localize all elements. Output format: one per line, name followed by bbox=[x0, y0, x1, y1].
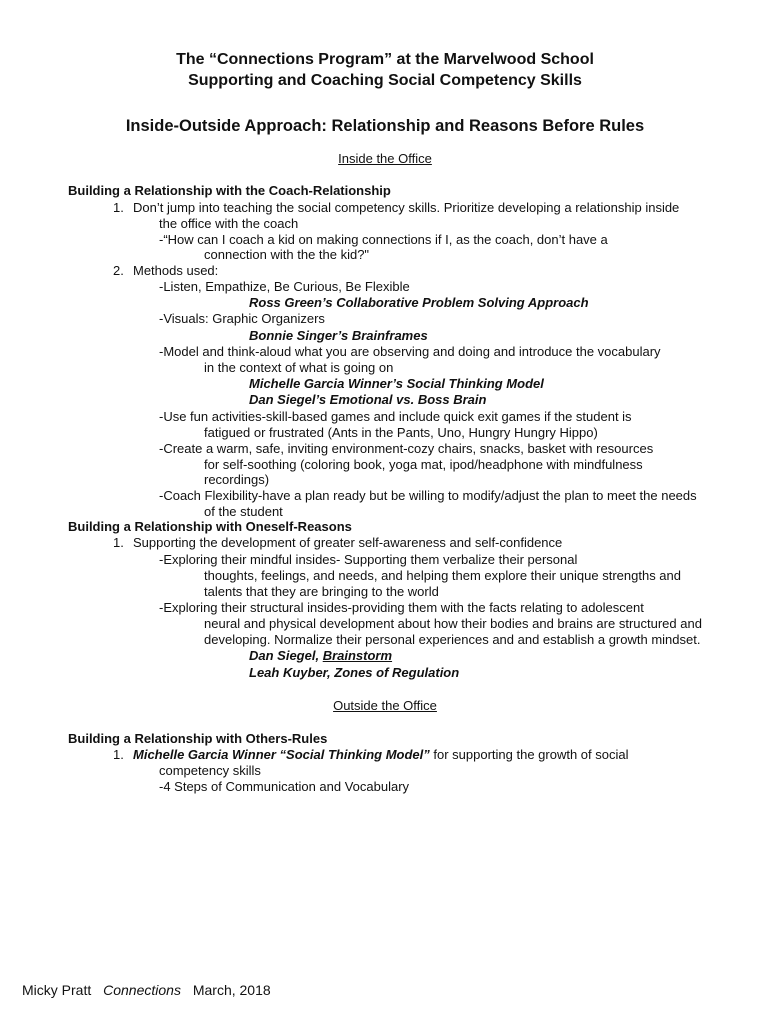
reference-line: Michelle Garcia Winner’s Social Thinking Model bbox=[249, 376, 544, 391]
method-line: -Model and think-aloud what you are observing and doing and introduce the vocabulary bbox=[159, 344, 661, 359]
approach-heading: Inside-Outside Approach: Relationship and Reasons Before Rules bbox=[125, 117, 645, 135]
method-line-continuation: in the context of what is going on bbox=[204, 360, 394, 375]
footer-program: Connections bbox=[103, 982, 181, 998]
quote-line: connection with the the kid?" bbox=[204, 247, 370, 262]
list-item-text: Methods used: bbox=[133, 263, 219, 278]
explore-line-continuation: neural and physical development about how their bodies and brains are structured and bbox=[204, 616, 702, 631]
footer-date: March, 2018 bbox=[192, 982, 271, 998]
list-item bbox=[113, 263, 218, 279]
list-item-continuation: competency skills bbox=[159, 763, 261, 778]
explore-line-continuation: talents that they are bringing to the world bbox=[204, 584, 439, 599]
list-number: 1. bbox=[113, 747, 124, 762]
method-line-continuation: recordings) bbox=[204, 472, 270, 487]
method-line-continuation: fatigued or frustrated (Ants in the Pants, Uno, Hungry Hungry Hippo) bbox=[204, 425, 598, 440]
oneself-reasons-heading: Building a Relationship with Oneself-Reasons bbox=[68, 519, 352, 534]
reference-line: Ross Green’s Collaborative Problem Solving Approach bbox=[249, 295, 589, 310]
list-item-text: for supporting the growth of social bbox=[429, 747, 629, 762]
explore-line: -Exploring their mindful insides- Supporting them verbalize their personal bbox=[159, 552, 578, 567]
sub-item-line: -4 Steps of Communication and Vocabulary bbox=[159, 779, 410, 794]
document-title-line-1: The “Connections Program” at the Marvelwood School bbox=[176, 51, 594, 68]
method-line: -Create a warm, safe, inviting environment-cozy chairs, snacks, basket with resources bbox=[159, 441, 654, 456]
list-item-text: Don’t jump into teaching the social competency skills. Prioritize developing a relationship inside bbox=[133, 200, 680, 215]
list-item-continuation: the office with the coach bbox=[159, 216, 299, 231]
method-line: -Visuals: Graphic Organizers bbox=[159, 311, 325, 326]
reference-inline: Michelle Garcia Winner “Social Thinking Model” bbox=[133, 747, 430, 762]
page-footer bbox=[22, 981, 279, 999]
footer-author: Micky Pratt bbox=[22, 982, 92, 998]
inside-office-heading: Inside the Office bbox=[338, 151, 432, 166]
list-item bbox=[113, 200, 679, 216]
quote-line: -“How can I coach a kid on making connections if I, as the coach, don’t have a bbox=[159, 232, 608, 247]
reference-line bbox=[249, 648, 392, 664]
document-title-line-2: Supporting and Coaching Social Competency Skills bbox=[188, 72, 582, 89]
reference-author: Dan Siegel, bbox=[249, 648, 323, 663]
list-item-text: Supporting the development of greater self-awareness and self-confidence bbox=[133, 535, 563, 550]
outside-office-heading: Outside the Office bbox=[333, 698, 437, 713]
reference-line: Dan Siegel’s Emotional vs. Boss Brain bbox=[249, 392, 487, 407]
explore-line-continuation: developing. Normalize their personal experiences and and establish a growth mindset. bbox=[204, 632, 701, 647]
reference-line: Bonnie Singer’s Brainframes bbox=[249, 328, 428, 343]
list-item bbox=[113, 747, 629, 763]
coach-relationship-heading: Building a Relationship with the Coach-Relationship bbox=[68, 183, 391, 198]
list-item bbox=[113, 535, 562, 551]
explore-line: -Exploring their structural insides-providing them with the facts relating to adolescent bbox=[159, 600, 644, 615]
explore-line-continuation: thoughts, feelings, and needs, and helping them explore their unique strengths and bbox=[204, 568, 682, 583]
list-number: 2. bbox=[113, 263, 124, 278]
method-line: -Use fun activities-skill-based games and include quick exit games if the student is bbox=[159, 409, 632, 424]
reference-line: Leah Kuyber, Zones of Regulation bbox=[249, 665, 460, 680]
method-line: -Coach Flexibility-have a plan ready but be willing to modify/adjust the plan to meet the needs bbox=[159, 488, 697, 503]
reference-title: Brainstorm bbox=[322, 648, 393, 663]
method-line: -Listen, Empathize, Be Curious, Be Flexible bbox=[159, 279, 410, 294]
method-line-continuation: for self-soothing (coloring book, yoga mat, ipod/headphone with mindfulness bbox=[204, 457, 643, 472]
method-line-continuation: of the student bbox=[204, 504, 283, 519]
others-rules-heading: Building a Relationship with Others-Rules bbox=[68, 731, 328, 746]
list-number: 1. bbox=[113, 535, 124, 550]
list-number: 1. bbox=[113, 200, 124, 215]
